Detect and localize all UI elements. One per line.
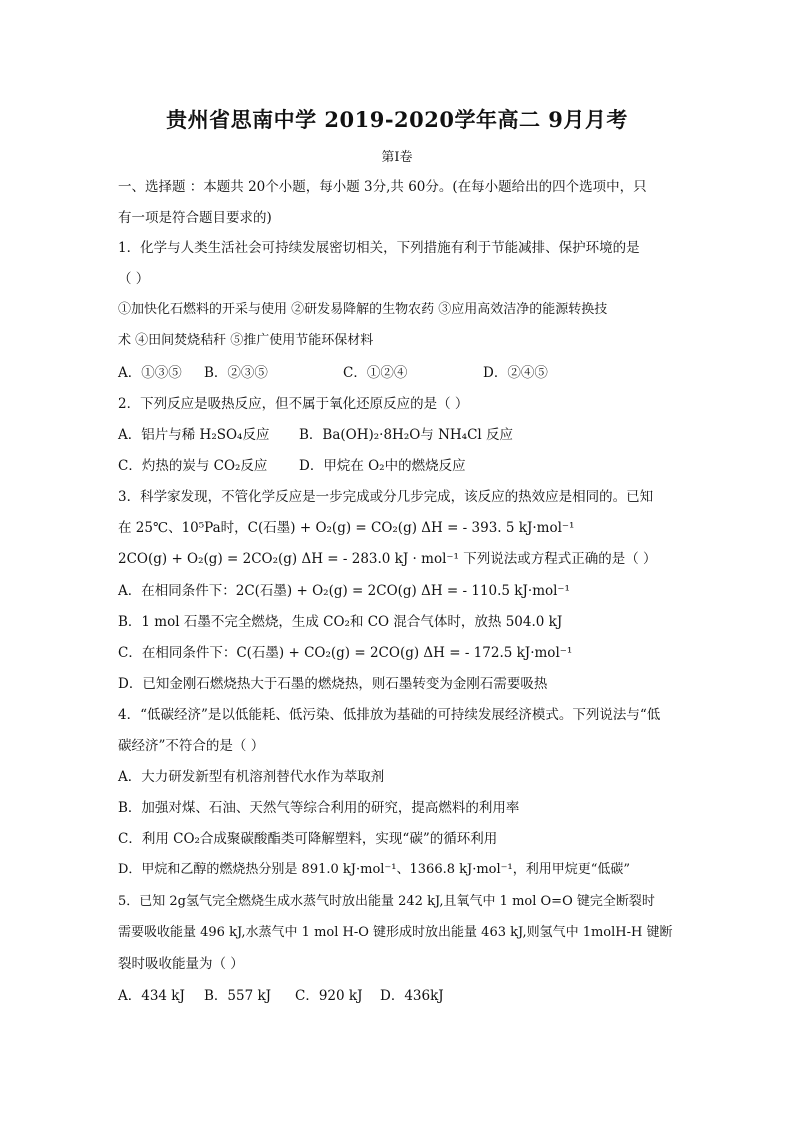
q4-stem-line-2: 碳经济”不符合的是（ ） xyxy=(118,738,265,754)
q1-option-c: C．①②④ xyxy=(343,365,408,381)
section-instructions-line-1: 一、选择题 ：本题共 20个小题，每小题 3分,共 60分。(在每小题给出的四个选项中，只 xyxy=(118,179,647,195)
q3-stem-line-1: 3．科学家发现，不管化学反应是一步完成或分几步完成，该反应的热效应是相同的。已知 xyxy=(118,489,654,505)
section-instructions-line-2: 有一项是符合题目要求的) xyxy=(118,210,272,226)
q3-option-c: C．在相同条件下：C(石墨) + CO₂(g) = 2CO(g) ΔH = - 172.5 kJ·mol⁻¹ xyxy=(118,645,573,661)
q1-stem-line-4: 术 ④田间焚烧秸秆 ⑤推广使用节能环保材料 xyxy=(118,333,374,348)
q5-stem-line-3: 裂时吸收能量为（ ） xyxy=(118,956,244,972)
q1-option-d: D．②④⑤ xyxy=(483,365,548,381)
q1-option-b: B．②③⑤ xyxy=(204,365,268,381)
q5-option-c: C．920 kJ xyxy=(295,988,363,1004)
page-title: 贵州省思南中学 2019-2020学年高二 9月月考 xyxy=(166,107,628,132)
q4-option-b: B．加强对煤、石油、天然气等综合利用的研究，提高燃料的利用率 xyxy=(118,800,520,816)
q5-option-b: B．557 kJ xyxy=(204,988,272,1004)
q2-option-b: B．Ba(OH)₂·8H₂O与 NH₄Cl 反应 xyxy=(299,427,514,443)
q2-option-c: C．灼热的炭与 CO₂反应 xyxy=(118,458,268,474)
q2-option-a: A．铝片与稀 H₂SO₄反应 xyxy=(118,427,270,443)
q5-option-a: A．434 kJ xyxy=(118,988,185,1004)
q3-stem-line-2: 在 25℃、10⁵Pa时，C(石墨) + O₂(g) = CO₂(g) ΔH = - 393. 5 kJ·mol⁻¹ xyxy=(118,520,575,536)
q3-stem-line-3: 2CO(g) + O₂(g) = 2CO₂(g) ΔH = - 283.0 kJ · mol⁻¹ 下列说法或方程式正确的是（ ） xyxy=(118,551,657,567)
q4-option-a: A．大力研发新型有机溶剂替代水作为萃取剂 xyxy=(118,769,385,785)
q4-stem-line-1: 4．“低碳经济”是以低能耗、低污染、低排放为基础的可持续发展经济模式。下列说法与“低 xyxy=(118,707,661,723)
q3-option-a: A．在相同条件下：2C(石墨) + O₂(g) = 2CO(g) ΔH = - 110.5 kJ·mol⁻¹ xyxy=(118,583,570,599)
q1-stem-line-3: ①加快化石燃料的开采与使用 ②研发易降解的生物农药 ③应用高效洁净的能源转换技 xyxy=(118,302,608,317)
q2-stem: 2．下列反应是吸热反应，但不属于氧化还原反应的是（ ） xyxy=(118,396,469,412)
q5-option-d: D．436kJ xyxy=(380,988,444,1004)
q5-stem-line-2: 需要吸收能量 496 kJ,水蒸气中 1 mol H-O 键形成时放出能量 463 kJ,则氢气中 1molH-H 键断 xyxy=(118,925,673,940)
q1-option-a: A．①③⑤ xyxy=(118,365,182,381)
q4-option-c: C．利用 CO₂合成聚碳酸酯类可降解塑料，实现“碳”的循环利用 xyxy=(118,831,498,847)
q2-option-d: D．甲烷在 O₂中的燃烧反应 xyxy=(299,458,466,474)
q5-stem-line-1: 5．已知 2g氢气完全燃烧生成水蒸气时放出能量 242 kJ,且氧气中 1 mol O=O 键完全断裂时 xyxy=(118,894,655,909)
q1-stem-line-1: 1．化学与人类生活社会可持续发展密切相关，下列措施有利于节能减排、保护环境的是 xyxy=(118,240,640,256)
q4-option-d: D．甲烷和乙醇的燃烧热分别是 891.0 kJ·mol⁻¹、1366.8 kJ·mol⁻¹，利用甲烷更“低碳” xyxy=(118,862,631,877)
q3-option-b: B．1 mol 石墨不完全燃烧，生成 CO₂和 CO 混合气体时，放热 504.0 kJ xyxy=(118,614,563,630)
volume-label: 第Ⅰ卷 xyxy=(381,150,413,165)
q1-stem-line-2: （ ） xyxy=(118,271,150,287)
q3-option-d: D．已知金刚石燃烧热大于石墨的燃烧热，则石墨转变为金刚石需要吸热 xyxy=(118,676,548,692)
